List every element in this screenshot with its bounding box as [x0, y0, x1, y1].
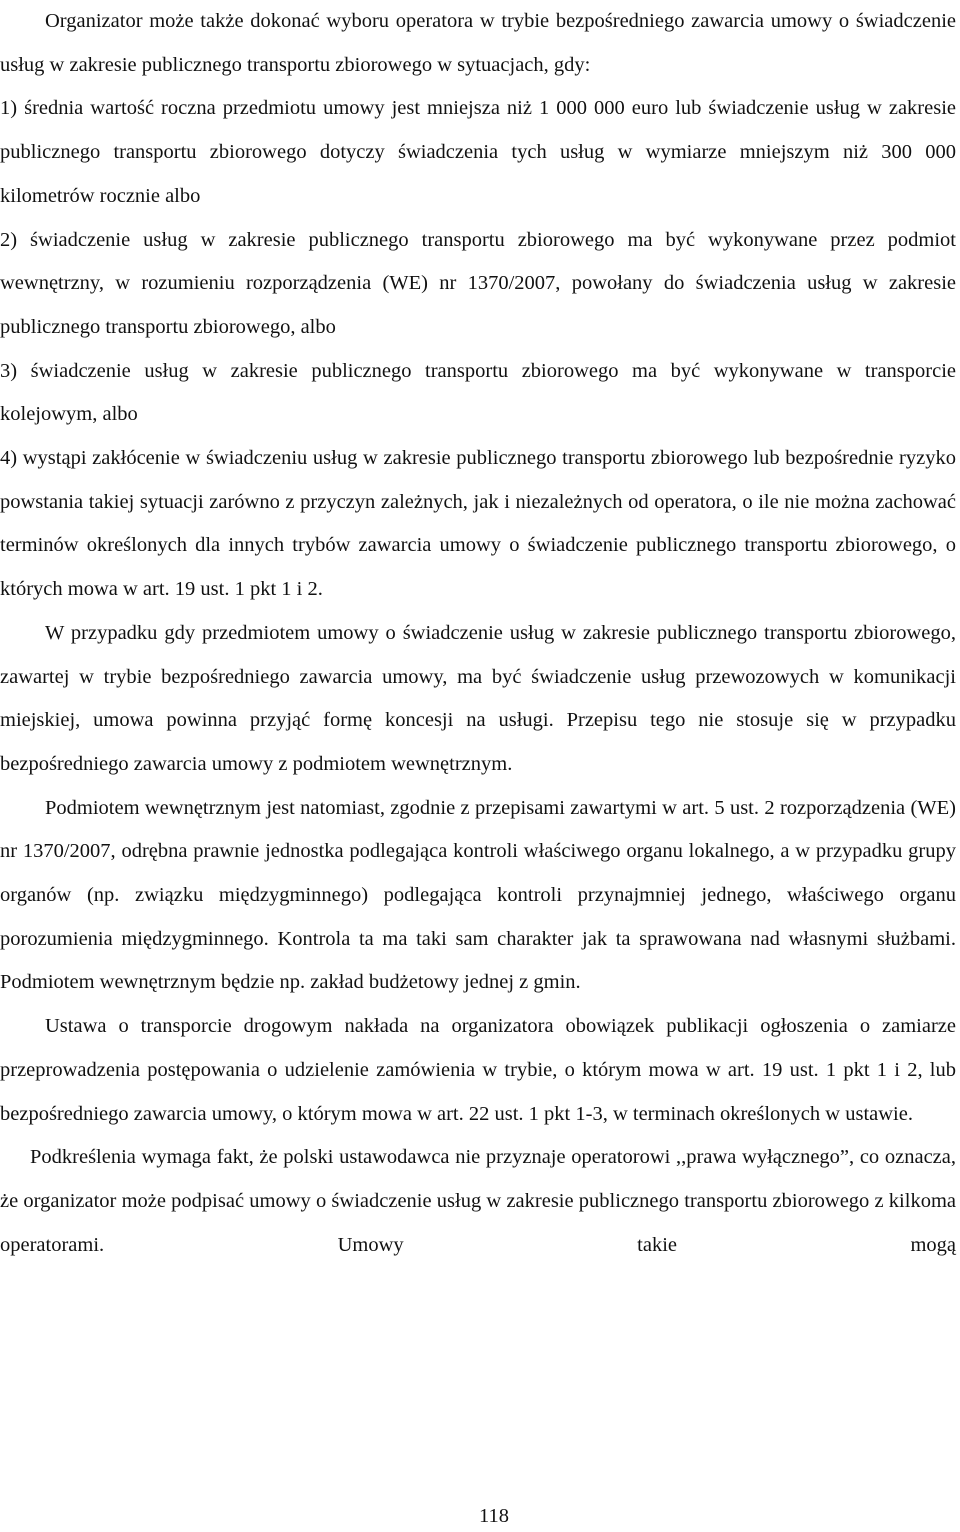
list-item-2: 2) świadczenie usług w zakresie publicznego transportu zbiorowego ma być wykonywane przez podmiot wewnętrzny, w rozumieniu rozporządzenia (WE) nr 1370/2007, powołany do świadczenia usług w zakresie publicznego transportu zbiorowego, albo — [0, 228, 956, 338]
paragraph-exclusive-right: Podkreślenia wymaga fakt, że polski ustawodawca nie przyznaje operatorowi ,,prawa wyłącznego”, co oznacza, że organizator może podpisać umowy o świadczenie usług w zakresie publicznego transportu zbiorowego z kilkoma operatorami. Umowy takie mogą — [0, 1146, 956, 1256]
paragraph-concession: W przypadku gdy przedmiotem umowy o świadczenie usług w zakresie publicznego transportu zbiorowego, zawartej w trybie bezpośredniego zawarcia umowy, ma być świadczenie usług przewozowych w komunikacji miejskiej, umowa powinna przyjąć formę koncesji na usługi. Przepisu tego nie stosuje się w przypadku bezpośredniego zawarcia umowy z podmiotem wewnętrznym. — [0, 621, 956, 775]
page-number: 118 — [479, 1505, 509, 1527]
paragraph-announcement: Ustawa o transporcie drogowym nakłada na organizatora obowiązek publikacji ogłoszenia o zamiarze przeprowadzenia postępowania o udzielenie zamówienia w trybie, o którym mowa w art. 19 ust. 1 pkt 1 i 2, lub bezpośredniego zawarcia umowy, o którym mowa w art. 22 ust. 1 pkt 1-3, w terminach określonych w ustawie. — [0, 1015, 956, 1125]
list-item-4: 4) wystąpi zakłócenie w świadczeniu usług w zakresie publicznego transportu zbiorowego lub bezpośrednie ryzyko powstania takiej sytuacji zarówno z przyczyn zależnych, jak i niezależnych od operatora, o ile nie można zachować terminów określonych dla innych trybów zawarcia umowy o świadczenie publicznego transportu zbiorowego, o których mowa w art. 19 ust. 1 pkt 1 i 2. — [0, 447, 956, 601]
list-item-3: 3) świadczenie usług w zakresie publicznego transportu zbiorowego ma być wykonywane w transporcie kolejowym, albo — [0, 359, 956, 426]
list-item-1: 1) średnia wartość roczna przedmiotu umowy jest mniejsza niż 1 000 000 euro lub świadczenie usług w zakresie publicznego transportu zbiorowego dotyczy świadczenia tych usług w wymiarze mniejszym niż 300 000 kilometrów rocznie albo — [0, 97, 956, 207]
paragraph-internal-operator: Podmiotem wewnętrznym jest natomiast, zgodnie z przepisami zawartymi w art. 5 ust. 2 rozporządzenia (WE) nr 1370/2007, odrębna prawnie jednostka podlegająca kontroli właściwego organu lokalnego, a w przypadku grupy organów (np. związku międzygminnego) podlegająca kontroli przynajmniej jednego, właściwego organu porozumienia międzygminnego. Kontrola ta ma taki sam charakter jak ta sprawowana nad własnymi służbami. Podmiotem wewnętrznym będzie np. zakład budżetowy jednej z gmin. — [0, 796, 956, 994]
paragraph-intro: Organizator może także dokonać wyboru operatora w trybie bezpośredniego zawarcia umowy o świadczenie usług w zakresie publicznego transportu zbiorowego w sytuacjach, gdy: — [0, 10, 956, 76]
